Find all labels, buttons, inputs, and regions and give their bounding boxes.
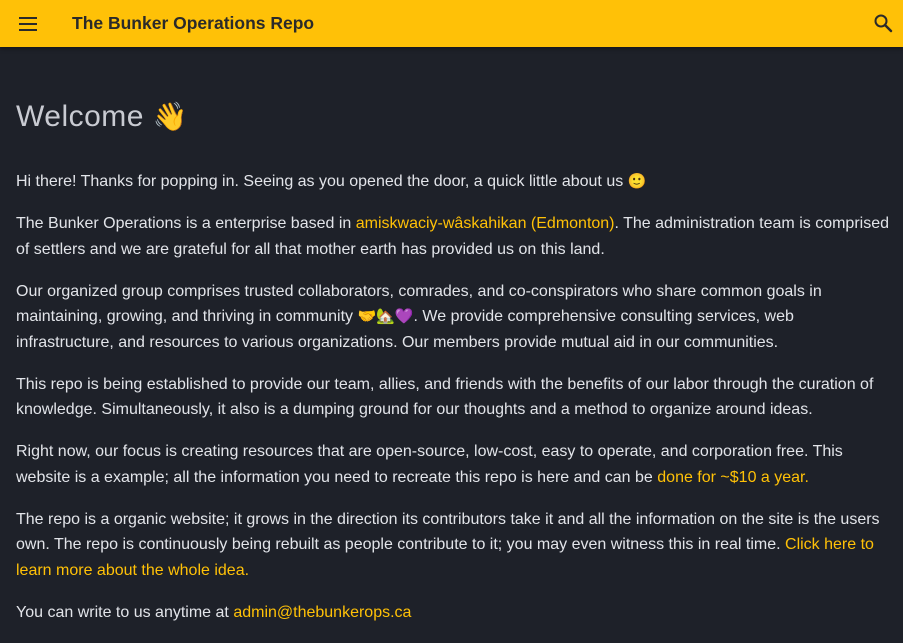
contact-text: You can write to us anytime at: [16, 603, 234, 621]
learn-more-link[interactable]: Click here to learn more about the whole idea.: [16, 536, 874, 579]
repo-purpose-paragraph: This repo is being established to provide our team, allies, and friends with the benefits of our labor through the curation of knowledge. Simultaneously, it also is a dumping ground for our thoughts and a method to organize around ideas.: [16, 375, 874, 418]
organic-text: The repo is a organic website; it grows in the direction its contributors take it and all the information on the site is the users own. The repo is continuously being rebuilt as people contribute to it; you may even witness this in real time.: [16, 510, 880, 553]
contact-paragraph: [16, 600, 890, 626]
focus-text: Right now, our focus is creating resources that are open-source, low-cost, easy to operate, and corporation free. This website is a example; all the information you need to recreate this repo is here and can be: [16, 443, 843, 486]
focus-paragraph: [16, 439, 890, 490]
search-icon[interactable]: [871, 11, 895, 35]
waving-hand-icon: 👋: [152, 101, 189, 132]
community-emoji-icon: 🤝🏡💜: [357, 308, 414, 325]
main-content: [16, 96, 890, 625]
organic-paragraph: [16, 507, 890, 584]
top-app-bar: [0, 0, 903, 47]
group-text-post: . We provide comprehensive consulting services, web infrastructure, and resources to various organizations. Our members provide mutual aid in our communities.: [16, 308, 794, 351]
intro-paragraph: [16, 169, 890, 195]
page-title-text: Welcome: [16, 100, 144, 133]
intro-text: Hi there! Thanks for popping in. Seeing as you opened the door, a quick little about us: [16, 173, 628, 190]
group-paragraph: [16, 279, 890, 356]
location-paragraph: [16, 211, 890, 262]
cost-link[interactable]: done for ~$10 a year.: [657, 468, 809, 486]
edmonton-link[interactable]: amiskwaciy-wâskahikan (Edmonton): [355, 215, 615, 232]
page-title: [16, 96, 890, 138]
email-link[interactable]: admin@thebunkerops.ca: [233, 603, 412, 621]
site-title[interactable]: The Bunker Operations Repo: [72, 13, 315, 33]
location-text-post: . The administration team is comprised of settlers and we are grateful for all that mother earth has provided us on this land.: [16, 215, 889, 258]
location-text-pre: The Bunker Operations is a enterprise based in: [16, 215, 356, 232]
menu-icon[interactable]: [16, 12, 40, 36]
smile-icon: 🙂: [627, 173, 647, 190]
group-text-pre: Our organized group comprises trusted collaborators, comrades, and co-conspirators who share common goals in maintaining, growing, and thriving in community: [16, 282, 822, 325]
